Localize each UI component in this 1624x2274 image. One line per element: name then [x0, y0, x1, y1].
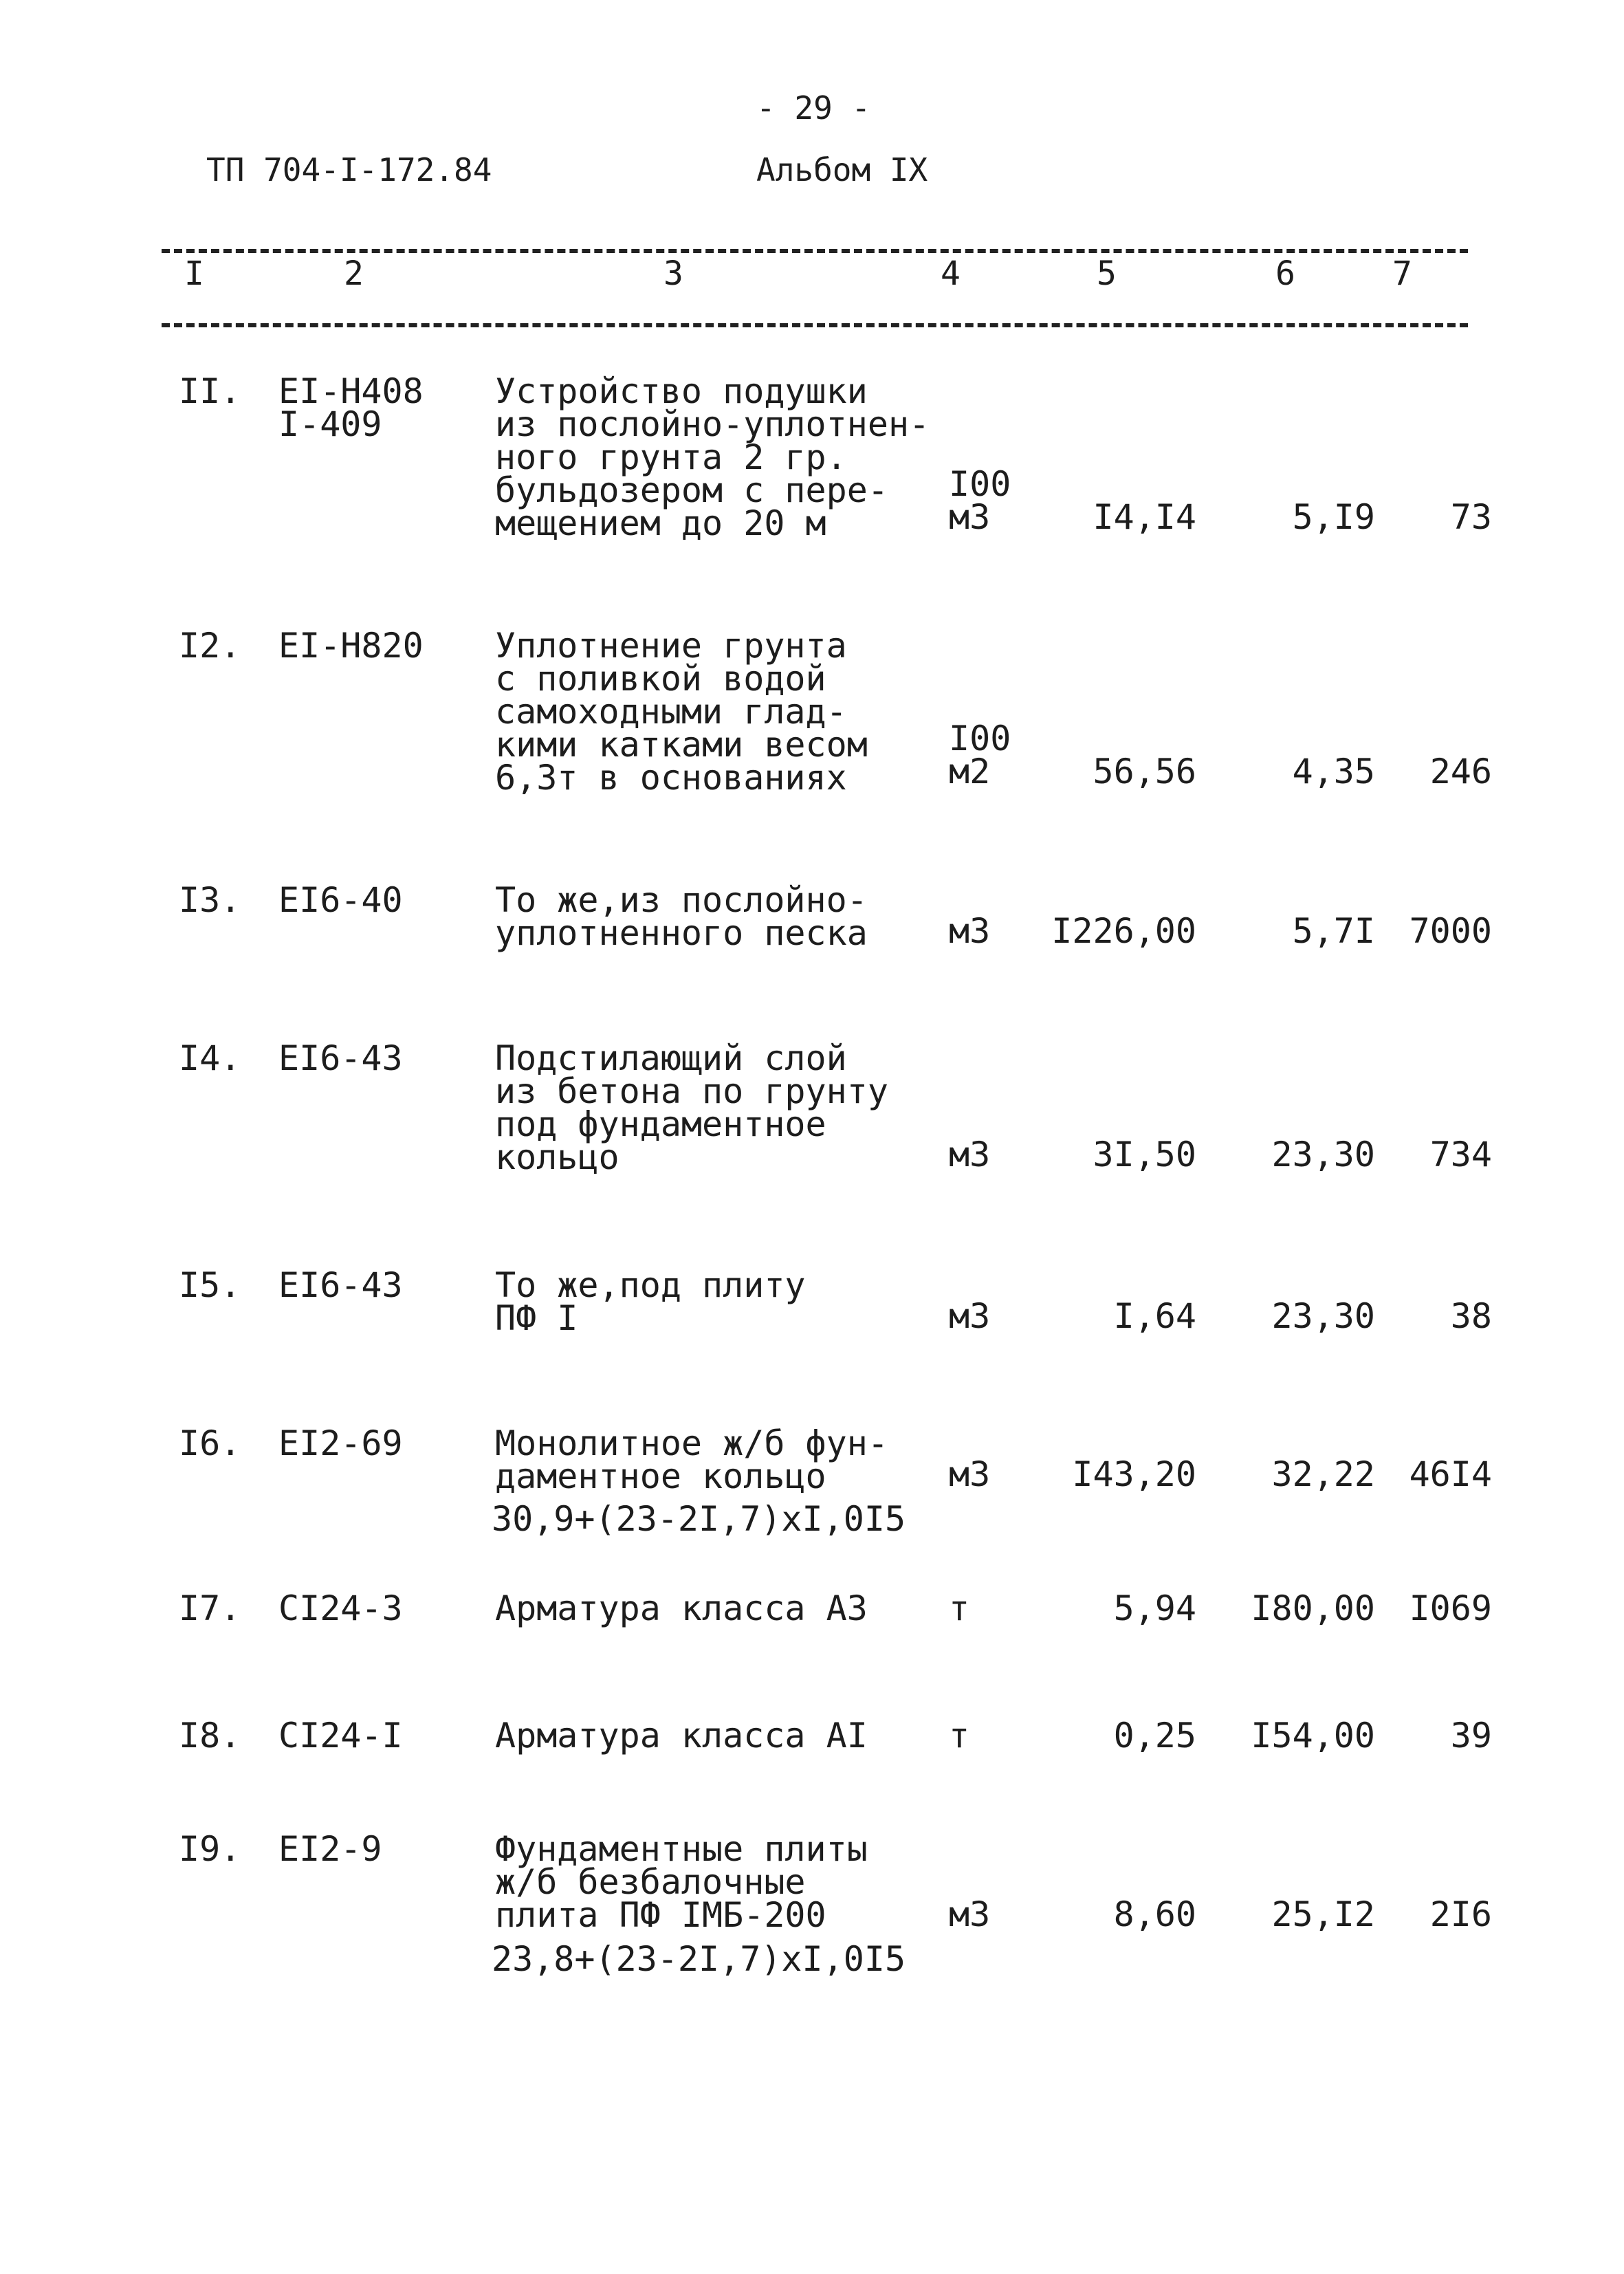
total-cost: 7000: [1409, 911, 1492, 951]
document-code: ТП 704-I-172.84: [206, 151, 492, 188]
unit-price: 25,I2: [1271, 1894, 1375, 1934]
quantity: 0,25: [1113, 1716, 1196, 1756]
column-header-6: 6: [1275, 254, 1295, 293]
quantity: I,64: [1113, 1296, 1196, 1336]
unit-price: 23,30: [1271, 1296, 1375, 1336]
work-description: Уплотнение грунта с поливкой водой самоходными глад- кими катками весом 6,3т в основаниях: [495, 626, 868, 798]
row-number: I8.: [179, 1716, 241, 1756]
rate-code: EI6-43: [278, 1265, 403, 1305]
row-number: II.: [179, 371, 241, 411]
column-header-5: 5: [1097, 254, 1117, 293]
row-number: I7.: [179, 1588, 241, 1628]
total-cost: 39: [1450, 1716, 1492, 1756]
unit-price: I54,00: [1251, 1716, 1375, 1756]
column-header-4: 4: [941, 254, 961, 293]
volume-formula: 23,8+(23-2I,7)хI,0I5: [492, 1939, 906, 1979]
unit: м3: [949, 1135, 991, 1174]
rate-code: EI2-9: [278, 1829, 382, 1869]
rate-code: EI6-40: [278, 880, 403, 920]
unit-price: 32,22: [1271, 1454, 1375, 1494]
work-description: Подстилающий слой из бетона по грунту под фундаментное кольцо: [495, 1038, 888, 1177]
unit: I00 м2: [949, 719, 1011, 791]
total-cost: 734: [1429, 1135, 1492, 1174]
volume-formula: 30,9+(23-2I,7)хI,0I5: [492, 1499, 906, 1539]
quantity: 3I,50: [1093, 1135, 1196, 1174]
row-number: I6.: [179, 1423, 241, 1463]
column-header-7: 7: [1392, 254, 1412, 293]
total-cost: I069: [1409, 1588, 1492, 1628]
work-description: Фундаментные плиты ж/б безбалочные плита ПФ IМБ-200: [495, 1829, 868, 1935]
album-label: Альбом IX: [756, 151, 928, 188]
unit: т: [949, 1588, 970, 1628]
unit: м3: [949, 1296, 991, 1336]
total-cost: 246: [1429, 752, 1492, 791]
unit-price: 5,I9: [1292, 497, 1375, 537]
column-header-2: 2: [344, 254, 364, 293]
rate-code: CI24-I: [278, 1716, 403, 1756]
unit-price: 5,7I: [1292, 911, 1375, 951]
column-header-1: I: [184, 254, 204, 293]
total-cost: 38: [1450, 1296, 1492, 1336]
row-number: I2.: [179, 626, 241, 666]
quantity: I226,00: [1051, 911, 1196, 951]
row-number: I3.: [179, 880, 241, 920]
quantity: I43,20: [1072, 1454, 1196, 1494]
quantity: I4,I4: [1093, 497, 1196, 537]
work-description: Устройство подушки из послойно-уплотнен- ного грунта 2 гр. бульдозером с пере- мещением до 20 м: [495, 371, 930, 543]
total-cost: 73: [1450, 497, 1492, 537]
unit-price: 23,30: [1271, 1135, 1375, 1174]
rate-code: EI6-43: [278, 1038, 403, 1078]
work-description: Монолитное ж/б фун- даментное кольцо: [495, 1423, 888, 1496]
unit: м3: [949, 911, 991, 951]
unit-price: 4,35: [1292, 752, 1375, 791]
quantity: 8,60: [1113, 1894, 1196, 1934]
unit: м3: [949, 1454, 991, 1494]
unit: I00 м3: [949, 464, 1011, 537]
rate-code: EI-H820: [278, 626, 424, 666]
unit-price: I80,00: [1251, 1588, 1375, 1628]
quantity: 5,94: [1113, 1588, 1196, 1628]
work-description: Арматура класса А3: [495, 1588, 868, 1628]
unit: м3: [949, 1894, 991, 1934]
rate-code: CI24-3: [278, 1588, 403, 1628]
row-number: I4.: [179, 1038, 241, 1078]
work-description: То же,из послойно- уплотненного песка: [495, 880, 868, 953]
rate-code: EI-H408 I-409: [278, 371, 424, 444]
table-header-rule: [162, 323, 1468, 327]
rate-code: EI2-69: [278, 1423, 403, 1463]
column-header-3: 3: [663, 254, 683, 293]
work-description: Арматура класса АI: [495, 1716, 868, 1756]
total-cost: 2I6: [1429, 1894, 1492, 1934]
row-number: I5.: [179, 1265, 241, 1305]
unit: т: [949, 1716, 970, 1756]
page-number: - 29 -: [756, 89, 871, 127]
quantity: 56,56: [1093, 752, 1196, 791]
row-number: I9.: [179, 1829, 241, 1869]
table-top-rule: [162, 249, 1468, 253]
total-cost: 46I4: [1409, 1454, 1492, 1494]
work-description: То же,под плиту ПФ I: [495, 1265, 806, 1338]
